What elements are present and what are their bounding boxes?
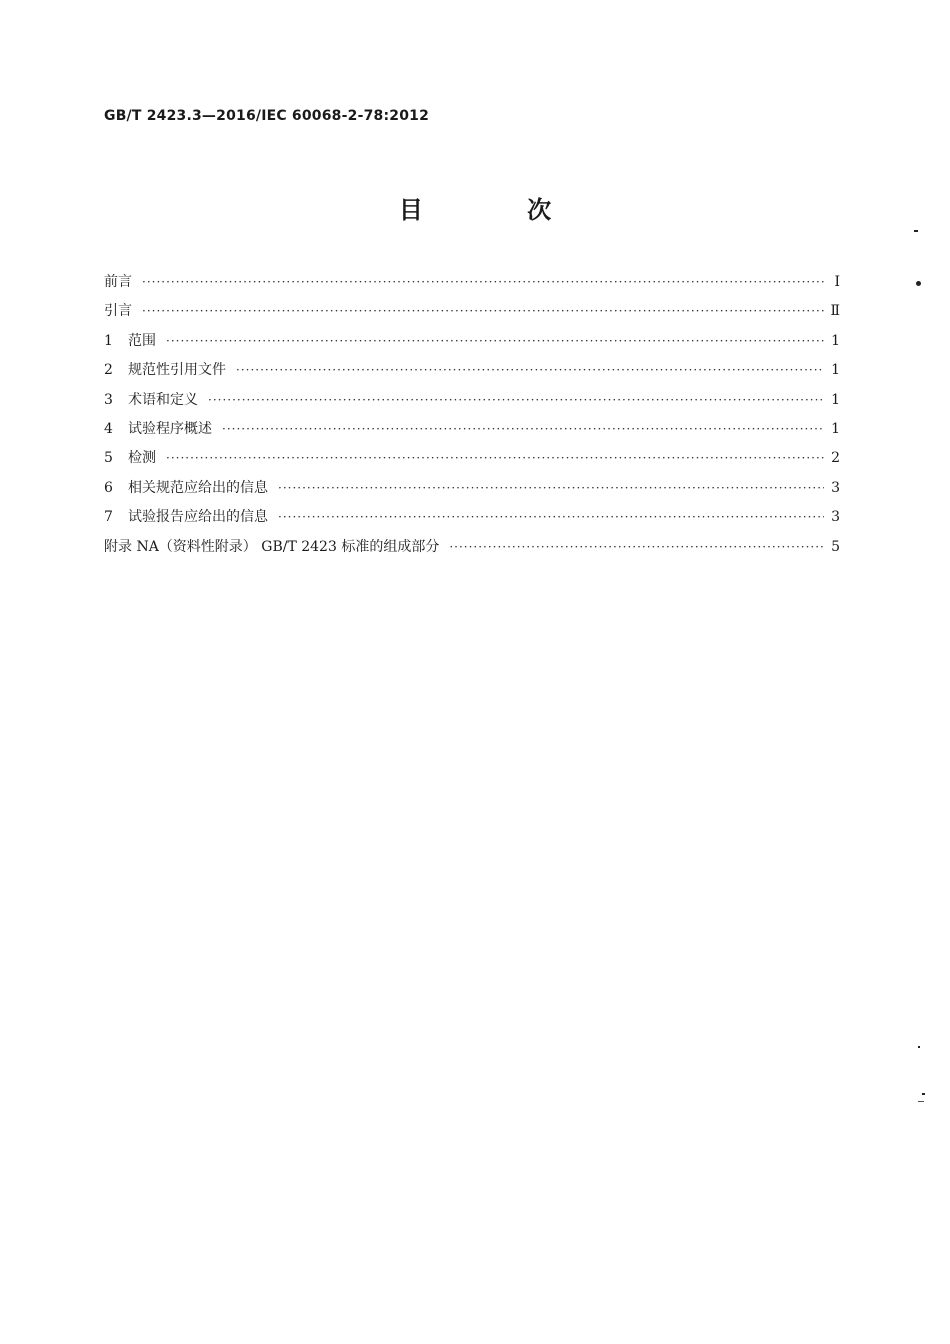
toc-leader-dots	[208, 386, 824, 415]
toc-entry-terms-definitions	[104, 386, 840, 415]
toc-entry-page: 3	[831, 479, 840, 496]
toc-leader-dots	[222, 415, 824, 444]
toc-entry-page: 1	[831, 362, 840, 379]
toc-entry-test-procedure	[104, 415, 840, 444]
scan-speck	[918, 1046, 920, 1048]
toc-entry-label: 试验程序概述	[128, 420, 212, 437]
toc-entry-scope	[104, 327, 840, 356]
toc-entry-label: 试验报告应给出的信息	[128, 509, 268, 526]
toc-entry-page: 5	[831, 538, 840, 555]
toc-entry-number: 4	[104, 420, 113, 437]
toc-entry-label: 术语和定义	[128, 391, 198, 408]
toc-leader-dots	[166, 327, 824, 356]
toc-entry-measurements	[104, 444, 840, 473]
toc-entry-number: 3	[104, 391, 113, 408]
toc-entry-label: 引言	[104, 303, 132, 320]
toc-entry-page: 1	[831, 332, 840, 349]
toc-entry-number: 5	[104, 450, 113, 467]
toc-entry-number: 1	[104, 332, 113, 349]
scan-speck	[916, 281, 921, 286]
toc-entry-spec-information	[104, 474, 840, 503]
toc-leader-dots	[236, 356, 824, 385]
toc-entry-page: Ⅱ	[830, 303, 840, 320]
scan-speck	[922, 1093, 925, 1095]
toc-entry-foreword	[104, 268, 840, 297]
toc-entry-page: 2	[831, 450, 840, 467]
toc-entry-number: 6	[104, 479, 113, 496]
toc-entry-label: 范围	[128, 332, 156, 349]
toc-entry-page: 1	[831, 391, 840, 408]
toc-entry-report-information	[104, 503, 840, 532]
toc-entry-page: 1	[831, 420, 840, 437]
toc-leader-dots	[278, 503, 824, 532]
toc-title: 目 次	[398, 196, 600, 224]
scan-speck	[914, 230, 918, 232]
toc-entry-label: 检测	[128, 450, 156, 467]
toc-leader-dots	[142, 297, 824, 326]
toc-entry-number: 2	[104, 362, 113, 379]
toc-entry-number: 7	[104, 509, 113, 526]
toc-entry-introduction	[104, 297, 840, 326]
toc-entry-normative-references	[104, 356, 840, 385]
toc-entry-annex-na	[104, 533, 840, 562]
toc-leader-dots	[142, 268, 824, 297]
toc-leader-dots	[278, 474, 824, 503]
toc-entry-label: 相关规范应给出的信息	[128, 479, 268, 496]
scan-speck	[918, 1101, 924, 1102]
document-code: GB/T 2423.3—2016/IEC 60068-2-78:2012	[104, 108, 430, 124]
toc-entry-label: 规范性引用文件	[128, 362, 226, 379]
toc-entry-page: Ⅰ	[834, 274, 840, 290]
toc-leader-dots	[449, 533, 824, 562]
toc-entry-label: 附录 NA（资料性附录） GB/T 2423 标准的组成部分	[104, 538, 440, 555]
toc-entry-page: 3	[831, 509, 840, 526]
table-of-contents	[104, 268, 840, 562]
toc-leader-dots	[166, 444, 824, 473]
toc-entry-label: 前言	[104, 274, 132, 290]
